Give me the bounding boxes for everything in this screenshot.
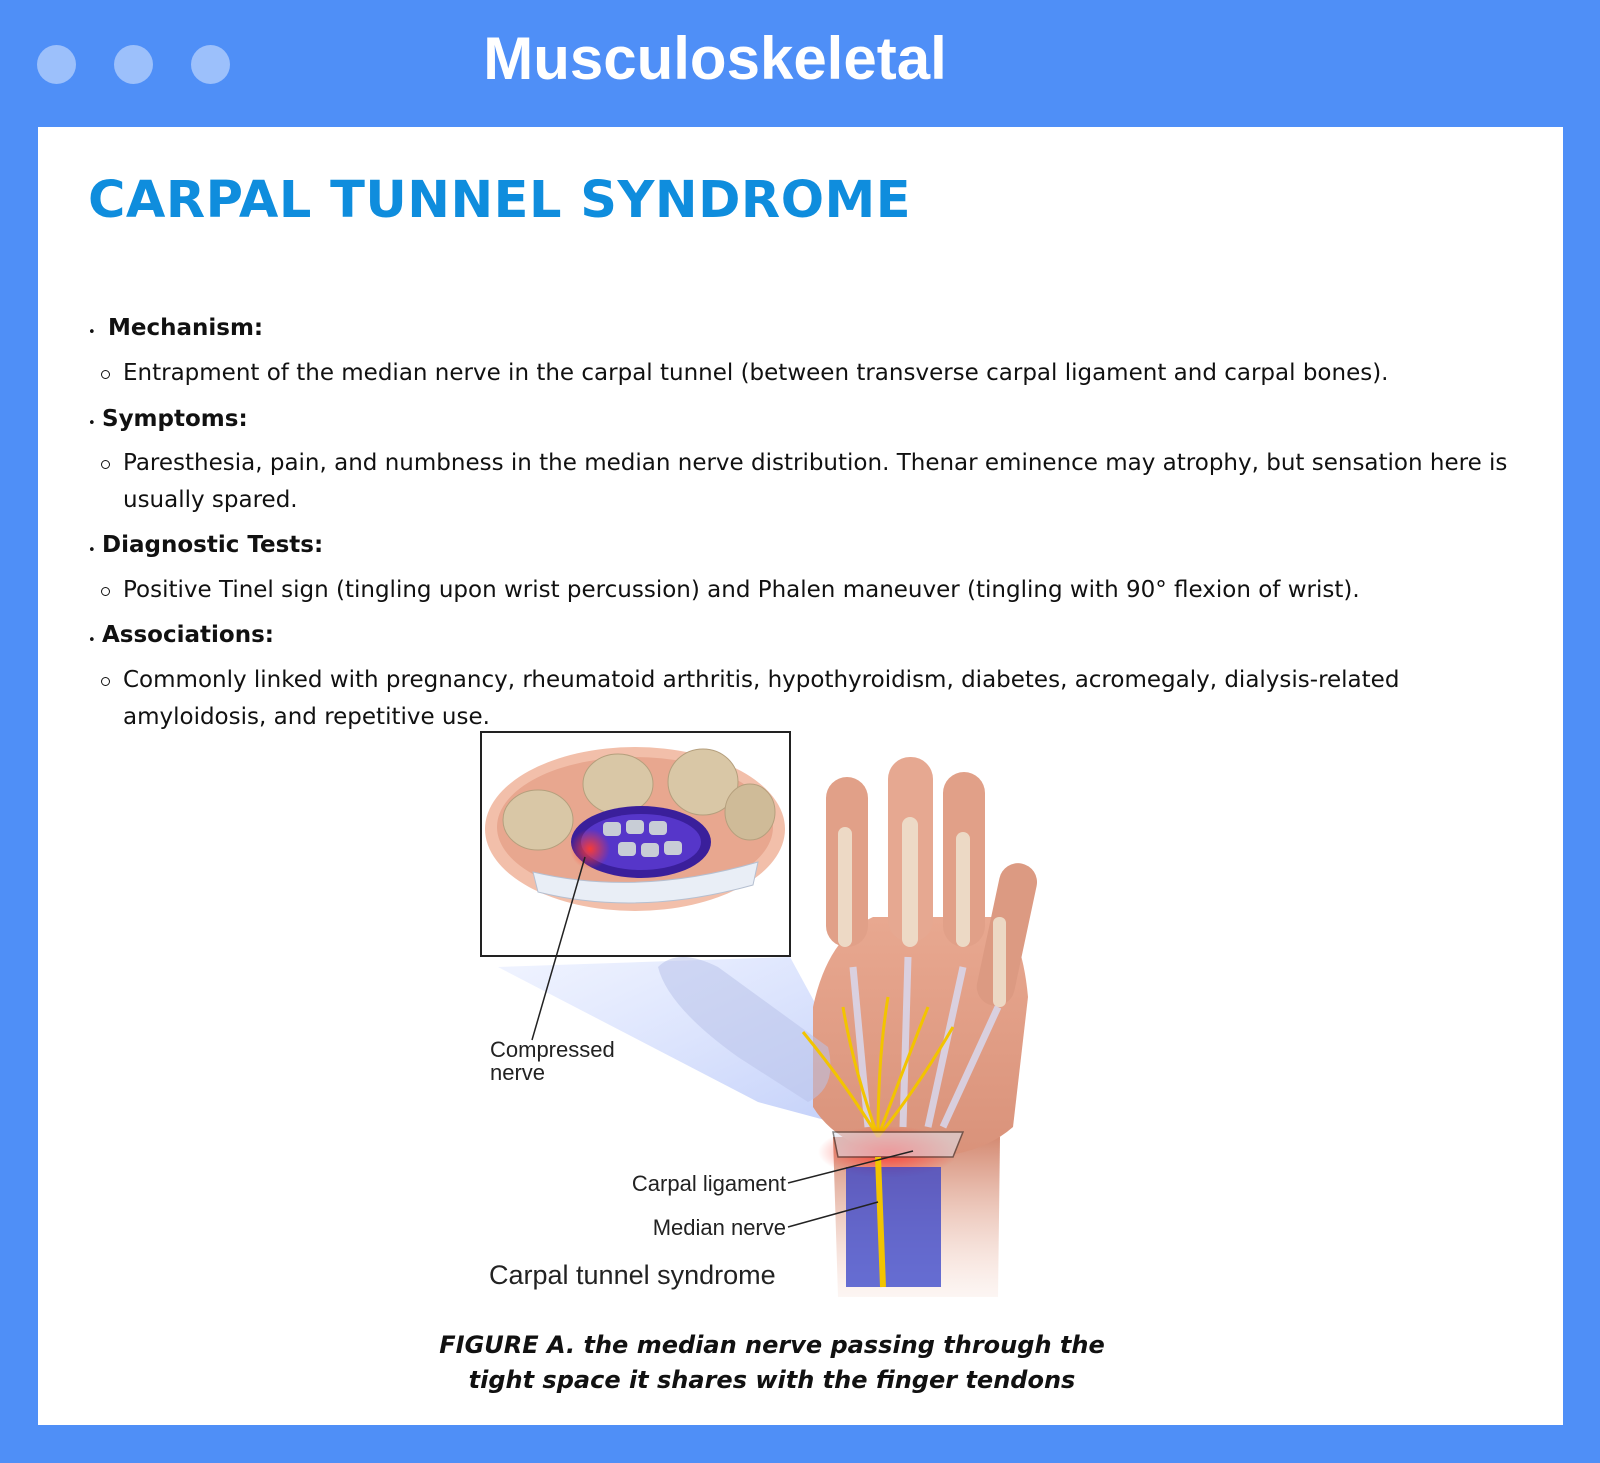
section-text: Paresthesia, pain, and numbness in the median nerve distribution. Thenar eminence may atrophy, but sensation here is usually spared. xyxy=(123,450,1508,513)
window-title: Musculoskeletal xyxy=(483,25,947,92)
compressed-label: nerve xyxy=(490,1060,546,1085)
bullet-dot: • xyxy=(88,325,96,340)
section-heading: Associations: xyxy=(102,622,274,648)
median-label: Median nerve xyxy=(652,1215,786,1240)
ligament-label: Carpal ligament xyxy=(631,1171,786,1196)
figure-caption: FIGURE A. the median nerve passing through the tight space it shares with the finger tendons xyxy=(439,1331,1105,1394)
content-panel xyxy=(38,127,1563,1425)
section-heading: Mechanism: xyxy=(108,315,264,341)
section-heading: Symptoms: xyxy=(102,406,248,432)
cross-section-inset xyxy=(481,732,790,956)
bullet-dot: • xyxy=(88,416,96,431)
figure-title: Carpal tunnel syndrome xyxy=(489,1260,776,1290)
bullet-dot: • xyxy=(88,543,96,558)
section-text: Commonly linked with pregnancy, rheumatoid arthritis, hypothyroidism, diabetes, acromegaly, dialysis-related amyloidosis, and repetitive use. xyxy=(123,667,1400,730)
page-title: CARPAL TUNNEL SYNDROME xyxy=(88,171,912,230)
carpal-tunnel-illustration xyxy=(38,127,1563,1327)
window-titlebar xyxy=(0,0,1600,126)
section-text: Entrapment of the median nerve in the carpal tunnel (between transverse carpal ligament and carpal bones). xyxy=(123,360,1389,386)
section-heading: Diagnostic Tests: xyxy=(102,532,324,558)
bullet-dot: • xyxy=(88,633,96,648)
section-text: Positive Tinel sign (tingling upon wrist percussion) and Phalen maneuver (tingling with 90° flexion of wrist). xyxy=(123,577,1360,603)
compressed-label: Compressed xyxy=(490,1037,615,1062)
